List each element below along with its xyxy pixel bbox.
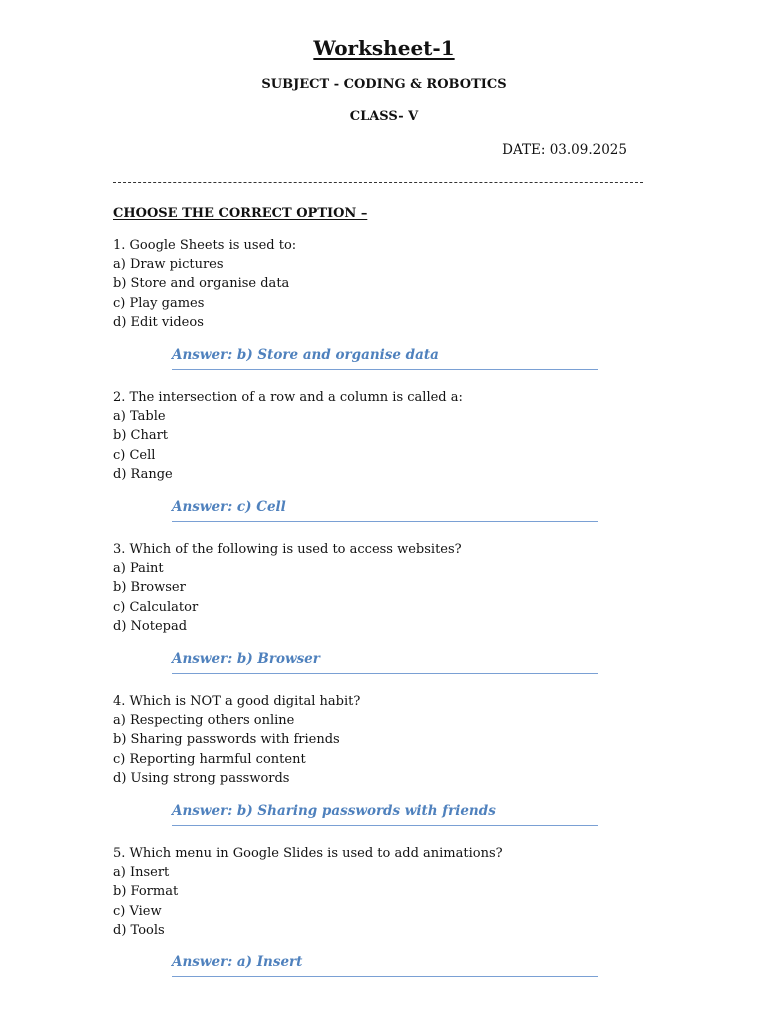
question-text: 5. Which menu in Google Slides is used to add animations? — [113, 846, 503, 861]
question-text: 3. Which of the following is used to access websites? — [113, 542, 462, 557]
question-3 — [113, 540, 653, 636]
section-heading: CHOOSE THE CORRECT OPTION – — [113, 206, 368, 221]
option-d: d) Tools — [113, 922, 165, 938]
question-2 — [113, 388, 653, 484]
option-c: c) View — [113, 903, 162, 919]
option-b: b) Sharing passwords with friends — [113, 732, 340, 748]
subject-line: SUBJECT - CODING & ROBOTICS — [261, 77, 507, 92]
answer-4 — [172, 802, 598, 826]
option-c: c) Reporting harmful content — [113, 751, 306, 767]
answer-5 — [172, 953, 598, 977]
option-d: d) Edit videos — [113, 314, 204, 330]
answer-text: Answer: c) Cell — [172, 499, 286, 515]
answer-text: Answer: a) Insert — [172, 954, 303, 970]
question-5 — [113, 844, 653, 940]
option-d: d) Range — [113, 466, 173, 482]
option-a: a) Insert — [113, 865, 170, 881]
option-b: b) Format — [113, 884, 179, 900]
answer-text: Answer: b) Store and organise data — [172, 347, 439, 363]
question-4 — [113, 692, 653, 788]
question-text: 2. The intersection of a row and a column is called a: — [113, 390, 463, 405]
worksheet-title: Worksheet-1 — [313, 36, 455, 60]
option-c: c) Play games — [113, 295, 205, 311]
option-b: b) Browser — [113, 580, 186, 596]
option-a: a) Table — [113, 409, 166, 425]
question-text: 1. Google Sheets is used to: — [113, 238, 297, 253]
option-b: b) Chart — [113, 428, 169, 444]
option-c: c) Calculator — [113, 599, 199, 615]
answer-1 — [172, 346, 598, 370]
question-text: 4. Which is NOT a good digital habit? — [113, 694, 361, 709]
class-line: CLASS- V — [349, 109, 419, 124]
answer-text: Answer: b) Sharing passwords with friends — [172, 803, 496, 819]
dashed-separator — [113, 182, 643, 183]
answer-2 — [172, 498, 598, 522]
question-1 — [113, 236, 653, 332]
option-d: d) Notepad — [113, 618, 188, 634]
option-a: a) Respecting others online — [113, 713, 295, 729]
option-a: a) Paint — [113, 561, 164, 577]
answer-text: Answer: b) Browser — [172, 651, 320, 667]
option-d: d) Using strong passwords — [113, 770, 290, 786]
answer-3 — [172, 650, 598, 674]
option-b: b) Store and organise data — [113, 276, 290, 292]
date-line: DATE: 03.09.2025 — [502, 142, 627, 158]
option-a: a) Draw pictures — [113, 257, 224, 273]
option-c: c) Cell — [113, 447, 156, 463]
